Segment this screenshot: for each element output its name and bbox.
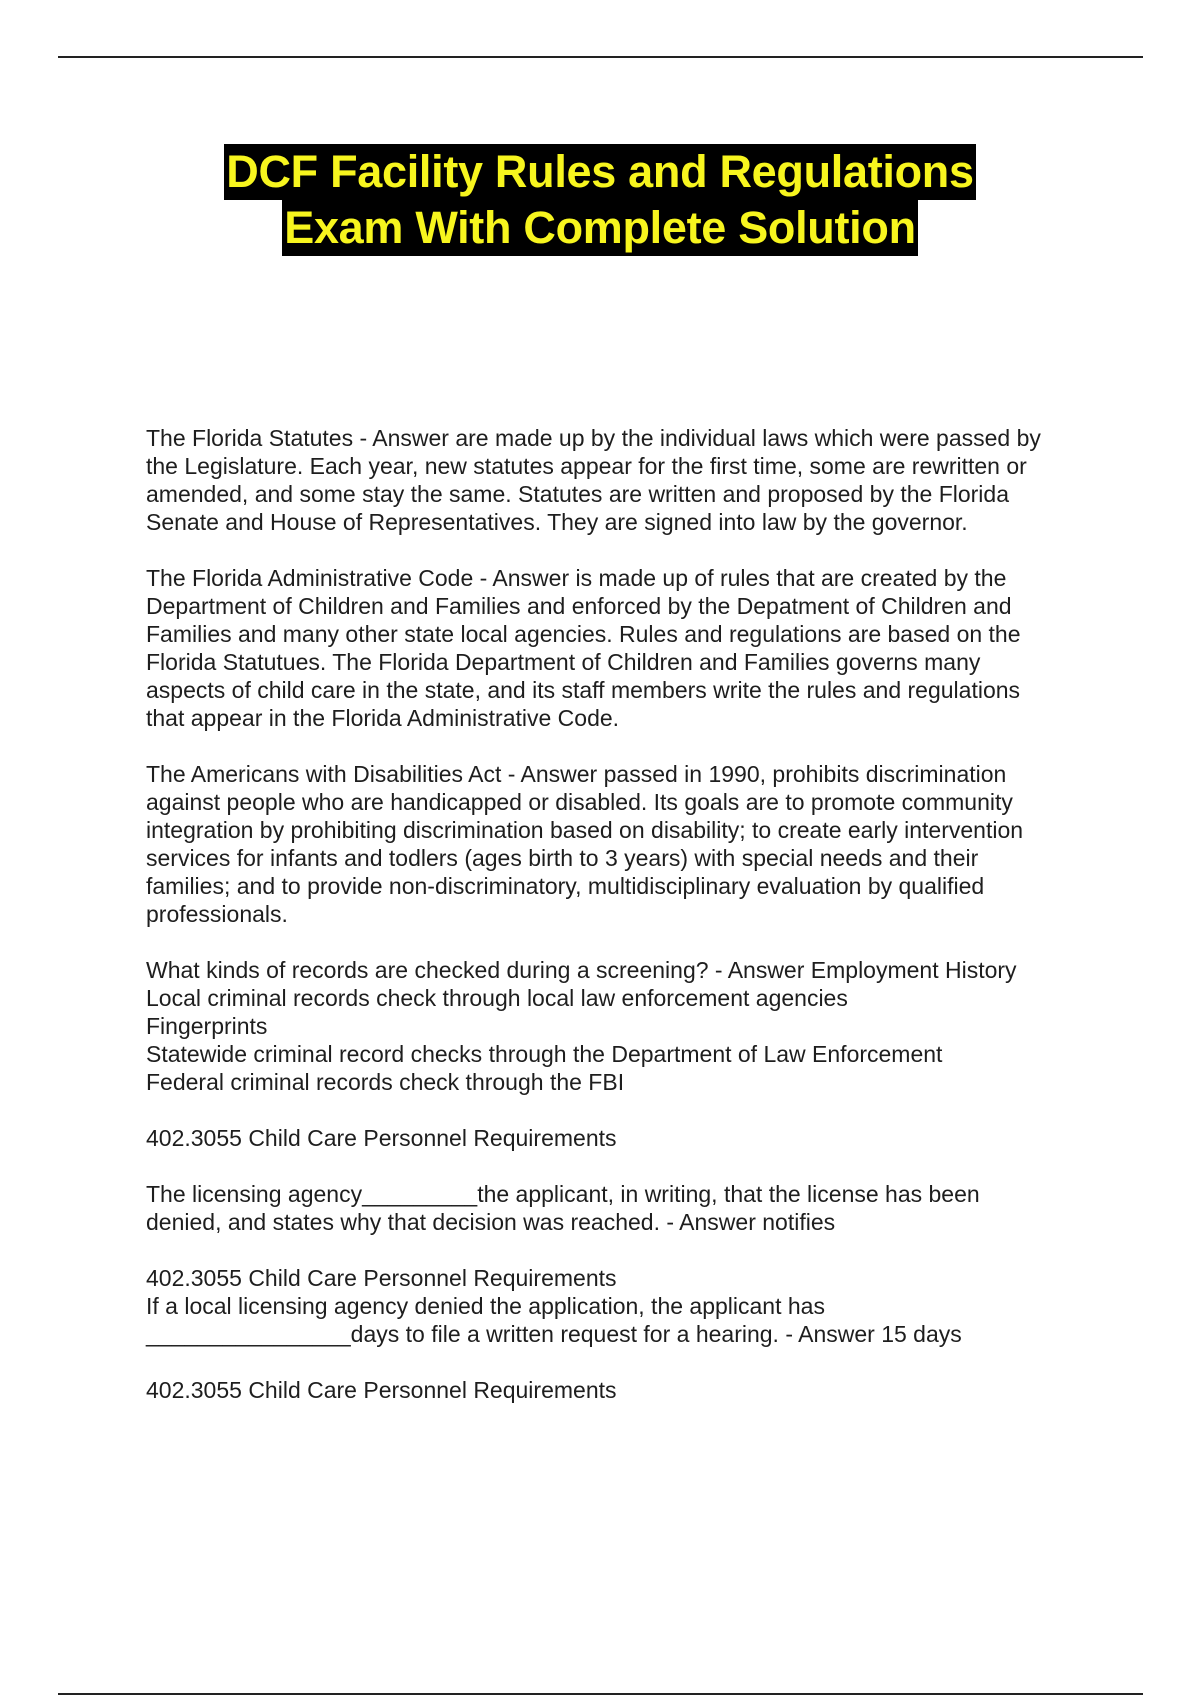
- paragraph-screening-records: What kinds of records are checked during a screening? - Answer Employment History Local criminal records check through local law enforcement agencies Fingerprints Statewide criminal record checks through the Department of Law Enforcement Federal criminal records check through the FBI: [146, 957, 1017, 1095]
- paragraph-section-heading-last: 402.3055 Child Care Personnel Requirements: [146, 1377, 617, 1403]
- document-title: [0, 144, 1200, 256]
- title-line-2: Exam With Complete Solution: [282, 200, 918, 256]
- paragraph-florida-statutes: The Florida Statutes - Answer are made up by the individual laws which were passed by the Legislature. Each year, new statutes appear for the first time, some are rewritten or amended, and some stay the same. Statutes are written and proposed by the Florida Senate and House of Representatives. They are signed into law by the governor.: [146, 425, 1041, 535]
- paragraph-ada: The Americans with Disabilities Act - Answer passed in 1990, prohibits discrimination against people who are handicapped or disabled. Its goals are to promote community integration by prohibiting discrimination based on disability; to create early intervention services for infants and todlers (ages birth to 3 years) with special needs and their families; and to provide non-discriminatory, multidisciplinary evaluation by qualified professionals.: [146, 761, 1024, 927]
- paragraph-hearing-request: 402.3055 Child Care Personnel Requirements If a local licensing agency denied the application, the applicant has ________________days to file a written request for a hearing. - Answer 15 days: [146, 1265, 962, 1347]
- paragraph-administrative-code: The Florida Administrative Code - Answer is made up of rules that are created by the Department of Children and Families and enforced by the Depatment of Children and Families and many other state local agencies. Rules and regulations are based on the Florida Statutues. The Florida Department of Children and Families governs many aspects of child care in the state, and its staff members write the rules and regulations that appear in the Florida Administrative Code.: [146, 565, 1021, 731]
- top-rule: [58, 56, 1143, 58]
- bottom-rule: [58, 1693, 1143, 1695]
- document-body: [146, 424, 1106, 1432]
- paragraph-licensing-notice: The licensing agency_________the applicant, in writing, that the license has been denied, and states why that decision was reached. - Answer notifies: [146, 1181, 980, 1235]
- title-line-1: DCF Facility Rules and Regulations: [224, 144, 975, 200]
- paragraph-section-heading: 402.3055 Child Care Personnel Requirements: [146, 1125, 617, 1151]
